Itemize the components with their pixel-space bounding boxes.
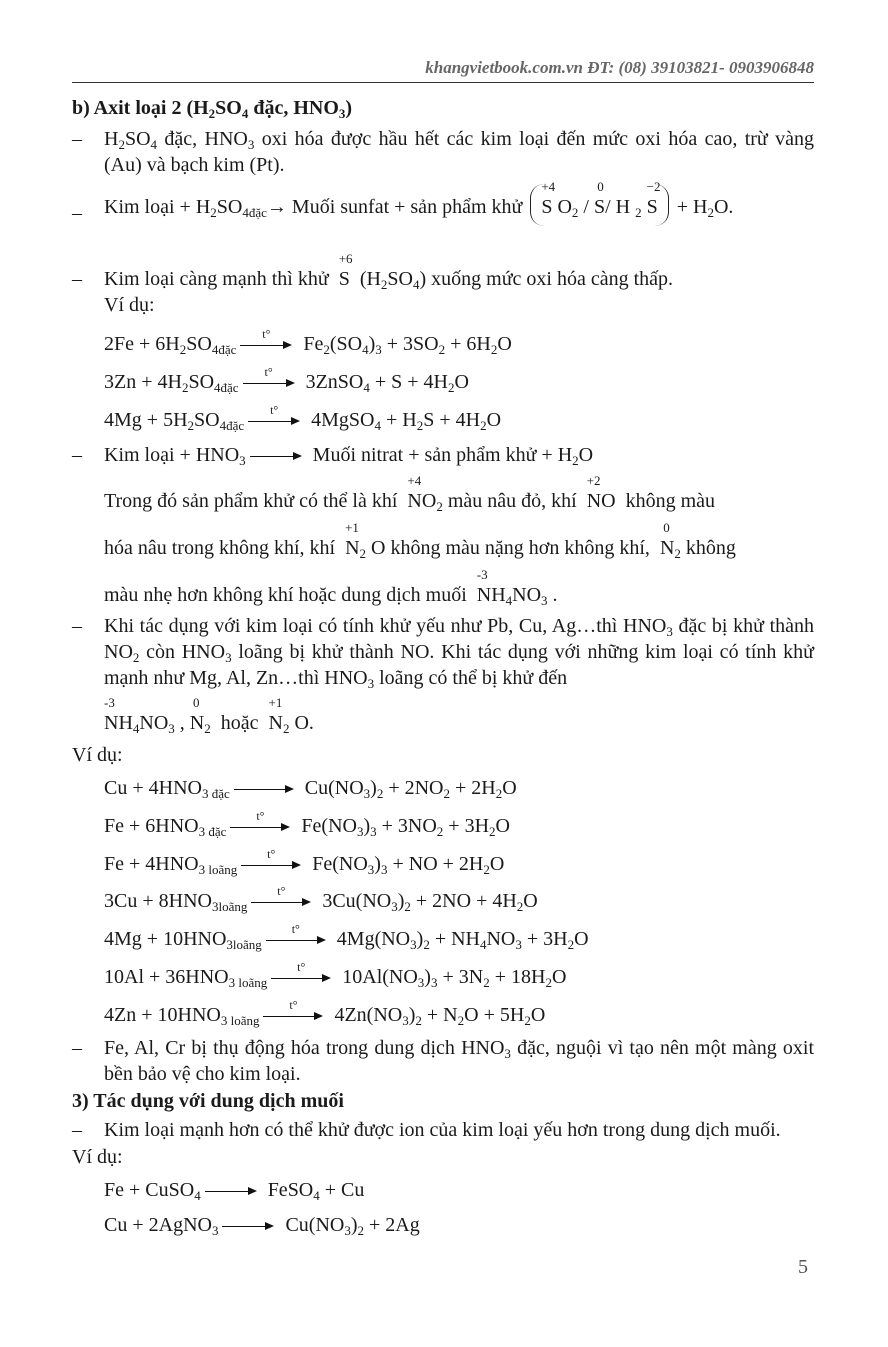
paragraph-6: Khi tác dụng với kim loại có tính khử yếu như Pb, Cu, Ag…thì $HNO_3$ đặc bị khử thành $NO_2$ còn $HNO_3$ loãng bị khử thành NO. Khi tác dụng với những kim loại có tính khử mạnh như Mg, Al, Zn…thì $HNO_3$ loãng có thể bị khử đến: [104, 615, 814, 691]
equation-1: $2Fe + 6H_2SO_{4đặc}$ t° $Fe_2(SO_4)_3 + 3SO_2 + 6H_2O$: [104, 327, 512, 357]
bullet-dash: –: [72, 1119, 82, 1141]
bullet-dash: –: [72, 268, 82, 290]
equation-7: $3Cu + 8HNO_{3loãng}$ t° $3Cu(NO_3)_2 + 2NO + 4H_2O$: [104, 884, 538, 914]
equation-12: Cu + 2AgNO$_3$ $Cu(NO_3)_2 + 2Ag$: [104, 1214, 420, 1238]
section-b-title: b) Axit loại 2 ($H_2SO_4$ đặc, $HNO_3$): [72, 97, 353, 121]
paragraph-5-line-1: Trong đó sản phẩm khử có thể là khí +4 $NO_2$ màu nâu đỏ, khí +2 NO không màu: [104, 473, 716, 514]
paragraph-6-last: -3 $NH_4NO_3$ , 0 $N_2$ hoặc +1 $N_2$ O.: [104, 695, 314, 736]
paragraph-5-line-2: hóa nâu trong không khí, khí +1 $N_2$ O không màu nặng hơn không khí, 0 $N_2$ không: [104, 520, 736, 561]
page-number: 5: [798, 1256, 808, 1278]
page-header: khangvietbook.com.vn ĐT: (08) 39103821- 0903906848: [72, 56, 814, 83]
vidu-label: Ví dụ:: [104, 294, 155, 316]
equation-6: $Fe + 4HNO_{3 loãng}$ t° $Fe(NO_3)_3$ + NO + $2H_2O$: [104, 847, 505, 877]
equation-5: $Fe + 6HNO_{3 đặc}$ t° $Fe(NO_3)_3 + 3NO_2 + 3H_2O$: [104, 809, 510, 839]
bullet-dash: –: [72, 202, 82, 224]
bullet-dash: –: [72, 128, 82, 150]
equation-8: $4Mg + 10HNO_{3loãng}$ t° $4Mg(NO_3)_2 + NH_4NO_3 + 3H_2O$: [104, 922, 589, 952]
paragraph-4: Kim loại + $HNO_3$ Muối nitrat + sản phẩm khử + $H_2O$: [104, 444, 594, 468]
paragraph-7: Fe, Al, Cr bị thụ động hóa trong dung dịch $HNO_3$ đặc, nguội vì tạo nên một màng oxit bền bảo vệ cho kim loại.: [104, 1037, 814, 1085]
section-3-title: 3) Tác dụng với dung dịch muối: [72, 1090, 344, 1112]
paragraph-1: $H_2SO_4$ đặc, $HNO_3$ oxi hóa được hầu hết các kim loại đến mức oxi hóa cao, trừ vàng (Au) và bạch kim (Pt).: [104, 128, 815, 176]
paragraph-3: Kim loại càng mạnh thì khử +6 S $(H_2SO_4)$ xuống mức oxi hóa càng thấp.: [104, 251, 674, 292]
equation-10: $4Zn + 10HNO_{3 loãng}$ t° $4Zn(NO_3)_2 + N_2O + 5H_2O$: [104, 998, 546, 1028]
bullet-dash: –: [72, 444, 82, 466]
equation-4: $Cu + 4HNO_{3 đặc}$ $Cu(NO_3)_2 + 2NO_2 + 2H_2O$: [104, 777, 517, 801]
vidu-label-3: Ví dụ:: [72, 1146, 123, 1168]
vidu-label-2: Ví dụ:: [72, 744, 123, 766]
bullet-dash: –: [72, 615, 82, 637]
equation-2: $3Zn + 4H_2SO_{4đặc}$ t° 3ZnSO$_4$ + $S + 4H_2O$: [104, 365, 469, 395]
equation-3: $4Mg + 5H_2SO_{4đặc}$ t° 4MgSO$_4$ + $H_2S + 4H_2O$: [104, 403, 502, 433]
bullet-dash: –: [72, 1037, 82, 1059]
equation-9: $10Al + 36HNO_{3 loãng}$ t° $10Al(NO_3)_3 + 3N_2 + 18H_2O$: [104, 960, 567, 990]
paragraph-8: Kim loại mạnh hơn có thể khử được ion của kim loại yếu hơn trong dung dịch muối.: [104, 1119, 781, 1141]
equation-11: Fe + CuSO$_4$ FeSO$_4$ + Cu: [104, 1179, 365, 1203]
paragraph-5-line-3: màu nhẹ hơn không khí hoặc dung dịch muối -3 $NH_4NO_3$ .: [104, 567, 558, 608]
reduction-products: +4 S $O_2$ / 0 S/ H $_2$ −2 S: [530, 184, 668, 226]
paragraph-2: Kim loại + $H_2SO_{4đặc}\to$ Muối sunfat + sản phẩm khử +4 S $O_2$ / 0 S/ H $_2$ −2 $S + H_2O$.: [104, 184, 733, 226]
